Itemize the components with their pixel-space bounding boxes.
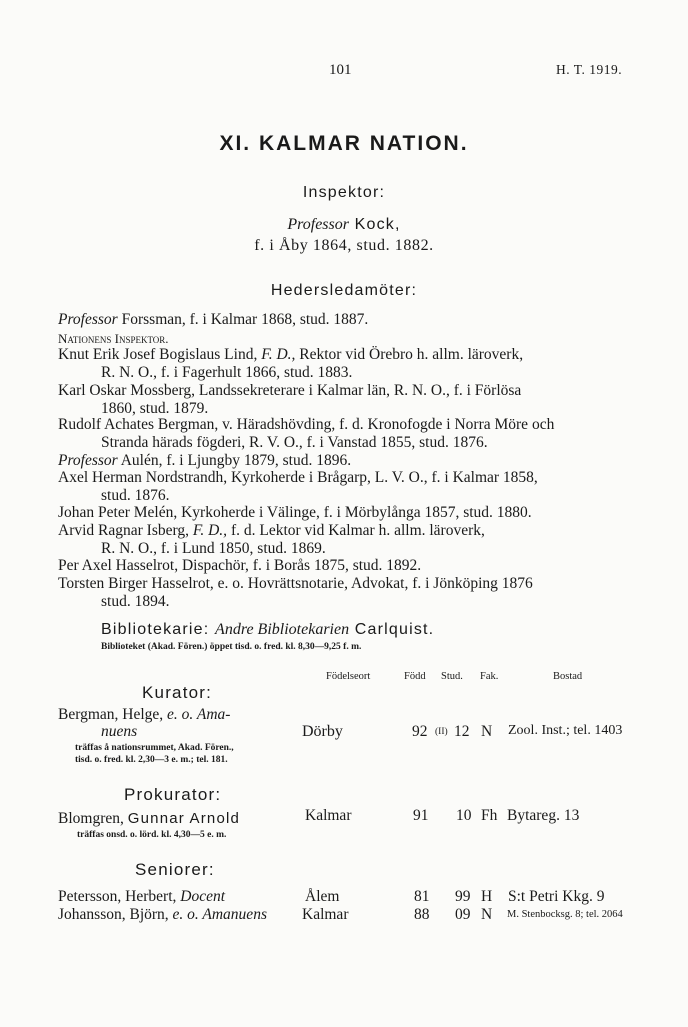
prokurator-heading: Prokurator: <box>124 785 222 804</box>
member-text: Torsten Birger Hasselrot, e. o. Hovrättsnotarie, Advokat, f. i Jönköping 1876 <box>58 575 533 592</box>
member-aulen <box>58 452 636 470</box>
member-text-cont: R. N. O., f. i Fagerhult 1866, stud. 1883. <box>101 364 353 381</box>
senior-surname: Johansson, Björn, <box>58 906 173 923</box>
kurator-heading: Kurator: <box>142 683 213 702</box>
bibliotekarie-title: Andre Bibliotekarien <box>215 621 350 638</box>
member-text: Forssman, f. i Kalmar 1868, stud. 1887. <box>117 311 369 328</box>
member-isberg <box>58 522 636 558</box>
member-forssman <box>58 311 636 329</box>
bibliotek-note: Biblioteket (Akad. Fören.) öppet tisd. o. fred. kl. 8,30—9,25 f. m. <box>101 642 362 652</box>
prokurator-name <box>58 810 240 828</box>
senior-birthplace: Ålem <box>305 888 340 905</box>
member-nordstrandh <box>58 469 636 505</box>
senior-bostad: S:t Petri Kkg. 9 <box>508 888 605 905</box>
bibliotekarie-label: Bibliotekarie: <box>101 621 216 638</box>
inspektor-surname: Kock, <box>348 216 401 233</box>
kurator-stud-prefix: (II) <box>435 727 448 737</box>
member-bergman-rudolf <box>58 416 636 452</box>
member-mossberg <box>58 382 636 418</box>
running-head: H. T. 1919. <box>556 62 623 77</box>
member-degree: F. D., <box>192 522 228 539</box>
nationens-inspektor: Nationens Inspektor. <box>58 331 169 346</box>
member-text-cont: stud. 1894. <box>101 593 170 610</box>
member-melen <box>58 504 636 522</box>
col-birthplace: Födelseort <box>326 671 371 682</box>
seniorer-heading: Seniorer: <box>135 860 215 879</box>
prokurator-firstnames: Gunnar Arnold <box>127 810 241 827</box>
kurator-fak: N <box>481 723 493 740</box>
member-text: Rektor vid Örebro h. allm. läroverk, <box>295 346 524 363</box>
inspektor-name <box>0 216 688 234</box>
bibliotekarie-name: Carlquist. <box>349 621 435 638</box>
senior-stud: 09 <box>455 906 471 923</box>
senior-fak: H <box>481 888 493 905</box>
prokurator-note: träffas onsd. o. lörd. kl. 4,30—5 e. m. <box>77 830 227 840</box>
senior-name <box>58 888 225 906</box>
kurator-birthplace: Dörby <box>302 723 343 740</box>
member-text: Per Axel Hasselrot, Dispachör, f. i Borås 1875, stud. 1892. <box>58 557 422 574</box>
kurator-note-1: träffas å nationsrummet, Akad. Fören., <box>75 743 234 753</box>
col-born: Född <box>404 671 426 682</box>
col-fak: Fak. <box>480 671 499 682</box>
prokurator-fak: Fh <box>481 807 498 824</box>
prokurator-stud: 10 <box>456 807 472 824</box>
member-torsten-hasselrot <box>58 575 636 611</box>
bibliotekarie-line <box>101 621 434 639</box>
col-bostad: Bostad <box>553 671 583 682</box>
member-text: Rudolf Achates Bergman, v. Häradshövding, f. d. Kronofogde i Norra Möre och <box>58 416 555 433</box>
hedersledamoter-heading: Hedersledamöter: <box>270 282 418 299</box>
member-text: Knut Erik Josef Bogislaus Lind, <box>58 346 262 363</box>
member-title: Professor <box>58 452 118 469</box>
page-number: 101 <box>329 62 352 78</box>
senior-title: e. o. Amanuens <box>172 906 267 923</box>
member-degree: F. D., <box>261 346 296 363</box>
senior-birthplace: Kalmar <box>302 906 349 923</box>
member-text-cont: 1860, stud. 1879. <box>101 400 209 417</box>
inspektor-heading: Inspektor: <box>302 184 386 201</box>
senior-born: 81 <box>414 888 430 905</box>
member-text: Johan Peter Melén, Kyrkoherde i Välinge, f. i Mörbylånga 1857, stud. 1880. <box>58 504 532 521</box>
member-lind <box>58 346 636 382</box>
senior-title: Docent <box>180 888 226 905</box>
member-text-cont: stud. 1876. <box>101 487 170 504</box>
kurator-title: e. o. Ama- <box>167 706 231 723</box>
kurator-note-2: tisd. o. fred. kl. 2,30—3 e. m.; tel. 181. <box>75 755 228 765</box>
member-text: Aulén, f. i Ljungby 1879, stud. 1896. <box>117 452 352 469</box>
senior-fak: N <box>481 906 493 923</box>
senior-born: 88 <box>414 906 430 923</box>
kurator-name <box>58 706 230 724</box>
inspektor-details: f. i Åby 1864, stud. 1882. <box>254 237 434 254</box>
kurator-born: 92 <box>412 723 428 740</box>
kurator-title-rest: nuens <box>101 723 138 740</box>
member-text: Axel Herman Nordstrandh, Kyrkoherde i Brågarp, L. V. O., f. i Kalmar 1858, <box>58 469 538 486</box>
senior-name <box>58 906 267 924</box>
member-text: f. d. Lektor vid Kalmar h. allm. läroverk, <box>227 522 485 539</box>
kurator-surname: Bergman, Helge, <box>58 706 168 723</box>
member-title: Professor <box>58 311 118 328</box>
inspektor-title: Professor <box>287 216 349 233</box>
page-title: XI. KALMAR NATION. <box>219 132 469 155</box>
prokurator-bostad: Bytareg. 13 <box>507 807 580 824</box>
prokurator-birthplace: Kalmar <box>305 807 352 824</box>
member-text: Arvid Ragnar Isberg, <box>58 522 193 539</box>
member-text-cont: R. N. O., f. i Lund 1850, stud. 1869. <box>101 540 326 557</box>
senior-bostad: M. Stenbocksg. 8; tel. 2064 <box>507 909 623 920</box>
member-text-cont: Stranda härads fögderi, R. V. O., f. i Vanstad 1855, stud. 1876. <box>101 434 488 451</box>
kurator-stud: 12 <box>454 723 470 740</box>
prokurator-surname: Blomgren, <box>58 810 128 827</box>
member-text: Karl Oskar Mossberg, Landssekreterare i Kalmar län, R. N. O., f. i Förlösa <box>58 382 522 399</box>
col-stud: Stud. <box>441 671 463 682</box>
prokurator-born: 91 <box>413 807 429 824</box>
kurator-bostad: Zool. Inst.; tel. 1403 <box>508 723 623 738</box>
kurator-title-cont <box>101 723 137 741</box>
senior-surname: Petersson, Herbert, <box>58 888 181 905</box>
senior-stud: 99 <box>455 888 471 905</box>
member-per-hasselrot <box>58 557 636 575</box>
